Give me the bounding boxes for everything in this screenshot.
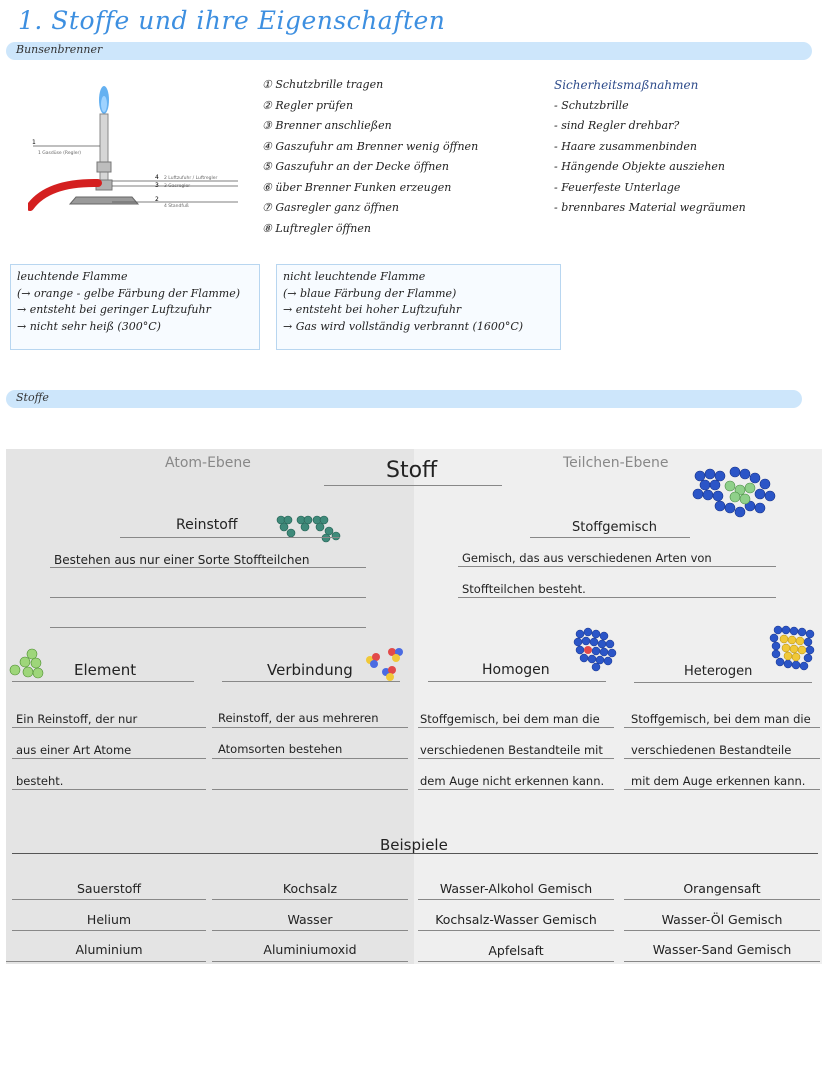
safety-item: - Haare zusammenbinden bbox=[554, 139, 698, 153]
element-label: Element bbox=[74, 661, 137, 679]
burner-number-3: 3 bbox=[155, 182, 159, 189]
example-line bbox=[624, 899, 820, 900]
box-title: leuchtende Flamme bbox=[17, 270, 128, 283]
pure-substance-molecules-icon bbox=[275, 514, 343, 544]
particle-level-label: Teilchen-Ebene bbox=[563, 455, 669, 471]
safety-item: - Feuerfeste Unterlage bbox=[554, 180, 681, 194]
element-definition-1: Ein Reinstoff, der nur bbox=[16, 712, 138, 726]
example-line bbox=[624, 961, 820, 962]
burner-label-1: 1 bbox=[32, 139, 36, 146]
step-item: ⑦ Gasregler ganz öffnen bbox=[262, 201, 400, 214]
category-underline bbox=[222, 681, 400, 682]
example-item: Helium bbox=[86, 912, 132, 927]
example-item: Wasser-Öl Gemisch bbox=[661, 912, 783, 927]
example-item: Wasser bbox=[287, 912, 333, 927]
homogen-definition-1: Stoffgemisch, bei dem man die bbox=[420, 712, 600, 726]
heterogen-definition-1: Stoffgemisch, bei dem man die bbox=[631, 712, 811, 726]
heterogeneous-mixture-icon bbox=[768, 624, 820, 676]
step-item: ⑥ über Brenner Funken erzeugen bbox=[262, 180, 452, 194]
step-item: ② Regler prüfen bbox=[262, 98, 354, 112]
definition-line bbox=[50, 597, 366, 598]
mixture-particles-icon bbox=[690, 464, 780, 526]
burner-tube bbox=[100, 114, 108, 184]
nonluminous-flame-box bbox=[276, 264, 561, 350]
example-item: Aluminiumoxid bbox=[263, 942, 357, 957]
burner-label-3: 3 Gasregler bbox=[164, 184, 191, 189]
luminous-flame-box bbox=[10, 264, 260, 350]
example-line bbox=[6, 961, 206, 962]
safety-title: Sicherheitsmaßnahmen bbox=[554, 78, 699, 92]
burner-label-2: 2 Luftzufuhr / Luftregler bbox=[164, 176, 218, 181]
step-item: ① Schutzbrille tragen bbox=[262, 78, 384, 91]
example-item: Sauerstoff bbox=[76, 881, 142, 896]
definition-line bbox=[624, 789, 820, 790]
compound-molecules-icon bbox=[362, 646, 410, 682]
examples-title: Beispiele bbox=[380, 836, 448, 854]
heterogen-label: Heterogen bbox=[684, 664, 753, 679]
definition-line bbox=[12, 727, 206, 728]
stoffgemisch-definition-2: Stoffteilchen besteht. bbox=[462, 582, 586, 596]
definition-line bbox=[50, 627, 366, 628]
example-line bbox=[12, 930, 206, 931]
step-item: ③ Brenner anschließen bbox=[262, 119, 392, 132]
stoffgemisch-underline bbox=[530, 537, 690, 538]
safety-item: - sind Regler drehbar? bbox=[554, 119, 680, 132]
example-item: Wasser-Sand Gemisch bbox=[652, 942, 792, 957]
step-item: ④ Gaszufuhr am Brenner wenig öffnen bbox=[262, 139, 479, 153]
homogeneous-mixture-icon bbox=[570, 626, 620, 672]
examples-underline bbox=[12, 853, 818, 854]
definition-line bbox=[458, 566, 776, 567]
diagram-title: Stoff bbox=[386, 458, 438, 483]
section-label: Bunsenbrenner bbox=[16, 43, 103, 56]
burner-number-4: 4 bbox=[155, 174, 159, 181]
section-label: Stoffe bbox=[16, 391, 49, 404]
example-line bbox=[624, 930, 820, 931]
atom-level-label: Atom-Ebene bbox=[165, 455, 251, 471]
title-underline bbox=[324, 485, 502, 486]
verbindung-definition-1: Reinstoff, der aus mehreren bbox=[218, 711, 379, 725]
definition-line bbox=[50, 567, 366, 568]
box-line: (→ blaue Färbung der Flamme) bbox=[283, 286, 457, 300]
element-definition-3: besteht. bbox=[16, 774, 64, 788]
definition-line bbox=[212, 727, 408, 728]
definition-line bbox=[12, 758, 206, 759]
definition-line bbox=[418, 758, 614, 759]
element-atoms-icon bbox=[8, 648, 44, 680]
homogen-definition-3: dem Auge nicht erkennen kann. bbox=[420, 774, 605, 788]
element-definition-2: aus einer Art Atome bbox=[16, 743, 132, 757]
reinstoff-definition: Bestehen aus nur einer Sorte Stoffteilchen bbox=[54, 553, 310, 567]
stoffgemisch-label: Stoffgemisch bbox=[572, 520, 657, 535]
section-bar-bunsenbrenner bbox=[6, 42, 812, 60]
example-line bbox=[212, 899, 408, 900]
example-item: Kochsalz bbox=[282, 881, 338, 896]
safety-list bbox=[554, 75, 746, 219]
box-line: → entsteht bei geringer Luftzufuhr bbox=[17, 303, 211, 316]
example-line bbox=[418, 930, 614, 931]
box-line: → entsteht bei hoher Luftzufuhr bbox=[283, 303, 462, 316]
stoffgemisch-definition-1: Gemisch, das aus verschiedenen Arten von bbox=[462, 551, 712, 565]
category-underline bbox=[12, 681, 194, 682]
definition-line bbox=[418, 727, 614, 728]
category-underline bbox=[634, 682, 812, 683]
definition-line bbox=[418, 789, 614, 790]
heterogen-definition-3: mit dem Auge erkennen kann. bbox=[631, 774, 806, 788]
example-line bbox=[418, 899, 614, 900]
example-line bbox=[212, 961, 408, 962]
definition-line bbox=[212, 789, 408, 790]
homogen-definition-2: verschiedenen Bestandteile mit bbox=[420, 743, 603, 757]
step-item: ⑤ Gaszufuhr an der Decke öffnen bbox=[262, 160, 449, 173]
example-item: Kochsalz-Wasser Gemisch bbox=[435, 912, 597, 927]
definition-line bbox=[458, 597, 776, 598]
box-title: nicht leuchtende Flamme bbox=[283, 270, 426, 283]
burner-label-1-text: 1 Gasdüse (Regler) bbox=[38, 151, 82, 156]
definition-line bbox=[624, 727, 820, 728]
category-underline bbox=[428, 681, 606, 682]
definition-line bbox=[212, 758, 408, 759]
page-title: 1. Stoffe und ihre Eigenschaften bbox=[18, 6, 446, 35]
procedure-steps bbox=[262, 75, 478, 239]
burner-label-4: 4 Standfuß bbox=[164, 204, 189, 209]
example-line bbox=[12, 899, 206, 900]
homogen-label: Homogen bbox=[482, 662, 550, 678]
example-item: Wasser-Alkohol Gemisch bbox=[439, 881, 593, 896]
heterogen-definition-2: verschiedenen Bestandteile bbox=[631, 743, 792, 757]
example-item: Aluminium bbox=[75, 942, 143, 957]
bunsen-burner-drawing bbox=[28, 62, 248, 222]
safety-item: - brennbares Material wegräumen bbox=[554, 201, 746, 214]
box-line: → nicht sehr heiß (300°C) bbox=[17, 319, 161, 333]
example-line bbox=[418, 961, 614, 962]
reinstoff-underline bbox=[120, 537, 340, 538]
definition-line bbox=[624, 758, 820, 759]
burner-number-2: 2 bbox=[155, 196, 159, 203]
step-item: ⑧ Luftregler öffnen bbox=[262, 221, 371, 235]
box-line: (→ orange - gelbe Färbung der Flamme) bbox=[17, 286, 241, 300]
verbindung-label: Verbindung bbox=[267, 661, 353, 679]
reinstoff-label: Reinstoff bbox=[176, 517, 238, 533]
example-item: Apfelsaft bbox=[488, 943, 544, 958]
verbindung-definition-2: Atomsorten bestehen bbox=[218, 742, 343, 756]
definition-line bbox=[12, 789, 206, 790]
box-line: → Gas wird vollständig verbrannt (1600°C) bbox=[283, 319, 524, 333]
example-item: Orangensaft bbox=[683, 881, 761, 896]
safety-item: - Hängende Objekte ausziehen bbox=[554, 160, 725, 173]
example-line bbox=[212, 930, 408, 931]
safety-item: - Schutzbrille bbox=[554, 98, 629, 112]
section-bar-stoffe bbox=[6, 390, 802, 408]
